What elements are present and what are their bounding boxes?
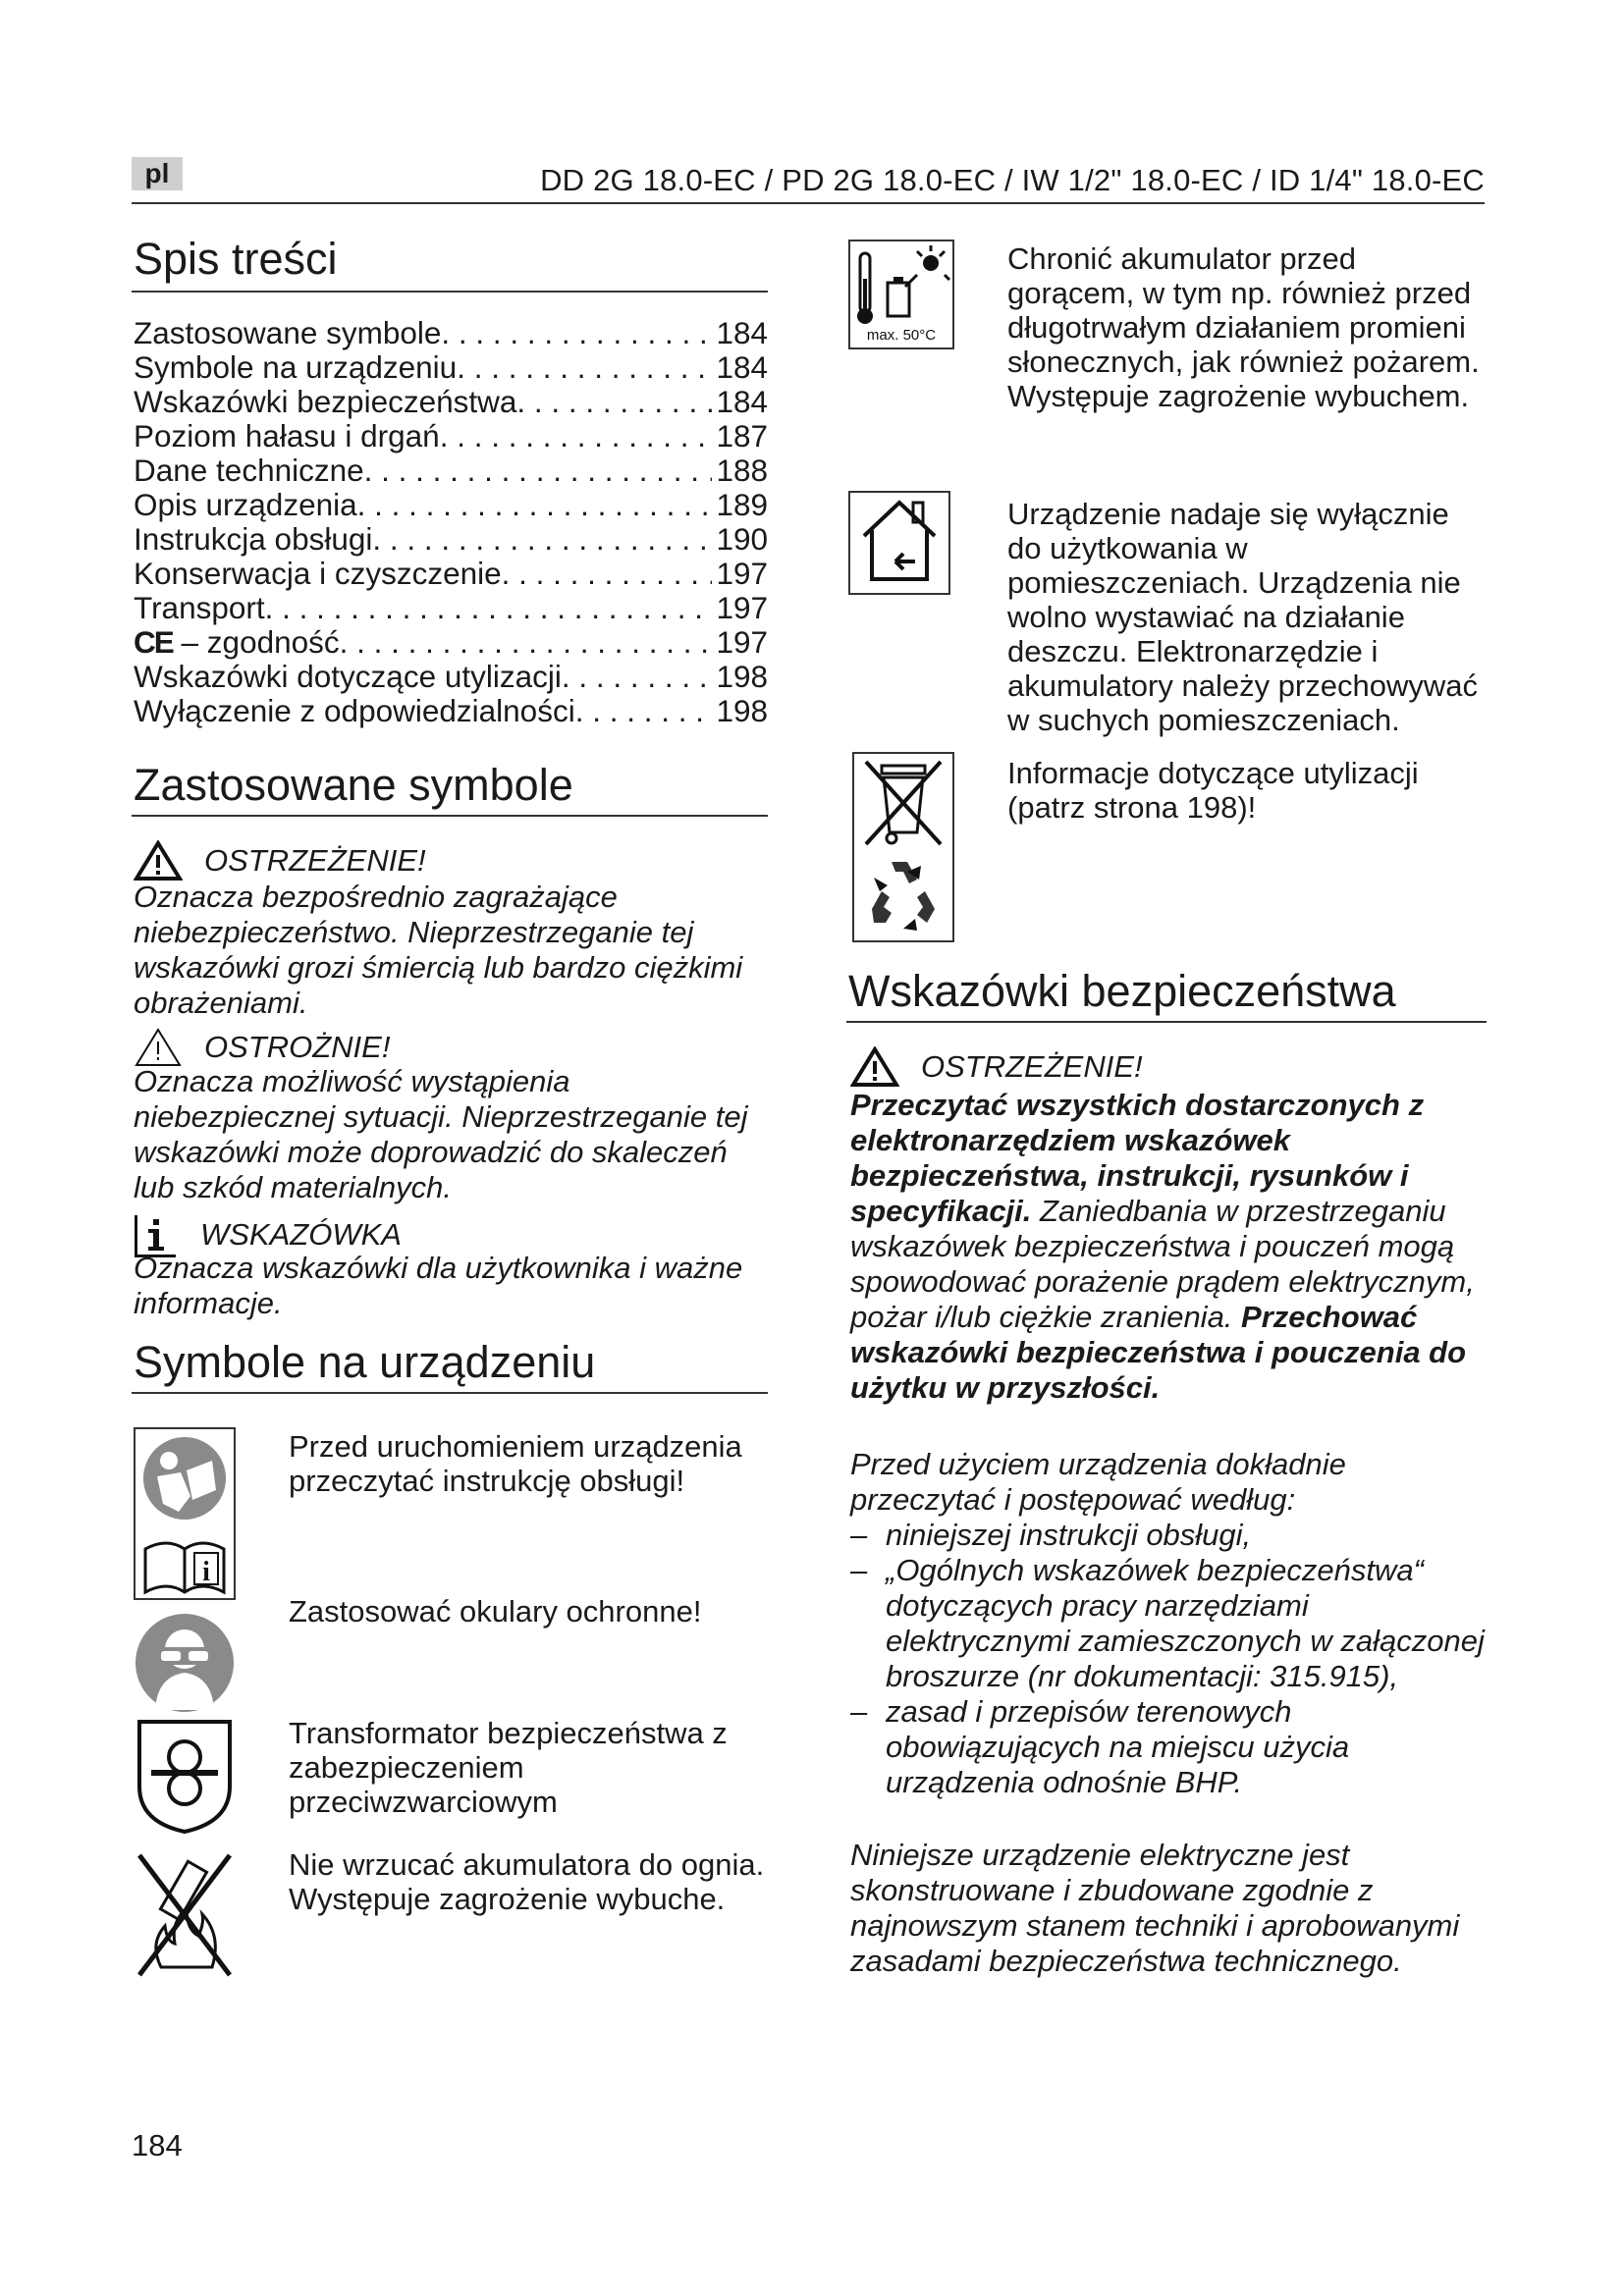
warning-heading: OSTRZEŻENIE! (134, 840, 426, 881)
list-item: – zasad i przepisów terenowych obowiązujących na miejscu użycia urządzenia odnośnie BHP. (850, 1694, 1350, 1799)
toc-title-rule (132, 291, 768, 293)
note-heading: WSKAZÓWKA (134, 1211, 402, 1258)
toc-title: Spis treści (134, 234, 338, 284)
safety-title-rule (846, 1021, 1487, 1023)
table-of-contents (134, 316, 768, 728)
toc-entry[interactable]: Opis urządzenia . . . 189 (134, 488, 768, 522)
caution-triangle-icon (134, 1027, 183, 1068)
toc-entry[interactable]: Konserwacja i czyszczenie . . . 197 (134, 557, 768, 591)
safety-transformer-icon (135, 1718, 234, 1834)
goggles-text: Zastosować okulary ochronne! (289, 1594, 702, 1629)
document-title: DD 2G 18.0-EC / PD 2G 18.0-EC / IW 1/2" 18.0-EC / ID 1/4" 18.0-EC (540, 163, 1485, 197)
caution-description: Oznacza możliwość wystąpienia niebezpiecznej sytuacji. Nieprzestrzeganie tej wskazówki może doprowadzić do skaleczeń lub szkód materialnych. (134, 1064, 748, 1204)
heat-icon-label: max. 50°C (866, 327, 937, 344)
device-symbols-title: Symbole na urządzeniu (134, 1337, 596, 1387)
warning-triangle-icon (850, 1046, 899, 1088)
note-description: Oznacza wskazówki dla użytkownika i ważne informacje. (134, 1251, 743, 1320)
safety-warning-heading: OSTRZEŻENIE! (850, 1046, 1143, 1088)
disposal-icon (852, 752, 954, 942)
toc-entry[interactable]: Wyłączenie z odpowiedzialności . . . 198 (134, 694, 768, 728)
toc-entry[interactable]: Transport . . . 197 (134, 591, 768, 625)
toc-entry[interactable]: Wskazówki dotyczące utylizacji . . . 198 (134, 660, 768, 694)
list-item: – „Ogólnych wskazówek bezpieczeństwa“ dotyczących pracy narzędziami elektrycznymi zamieszczonych w załączonej broszurze (nr dokumentacji: 315.915), (850, 1553, 1485, 1693)
toc-entry[interactable]: Wskazówki bezpieczeństwa . . . 184 (134, 385, 768, 419)
no-fire-icon (134, 1849, 236, 1981)
warning-triangle-icon (134, 840, 183, 881)
indoor-use-icon (848, 491, 950, 595)
ce-mark-icon: CE (134, 624, 173, 660)
warning-description: Oznacza bezpośrednio zagrażające niebezpieczeństwo. Nieprzestrzeganie tej wskazówki grozi śmiercią lub bardzo ciężkimi obrażeniami. (134, 880, 743, 1020)
safety-paragraph-2: Przed użyciem urządzenia dokładnie przeczytać i postępować według: (850, 1447, 1346, 1517)
safety-paragraph-1: Przeczytać wszystkich dostarczonych z elektronarzędziem wskazówek bezpieczeństwa, instrukcji, rysunków i specyfikacji. Zaniedbania w przestrzeganiu wskazówek bezpieczeństwa i pouczeń mogą spowodować porażenie prądem elektrycznym, pożar i/lub ciężkie zranienia. Przechować wskazówki bezpieczeństwa i pouczenia do użytku w przyszłości. (850, 1088, 1475, 1405)
symbols-used-rule (132, 815, 768, 817)
transformer-text: Transformator bezpieczeństwa z zabezpieczeniem przeciwzwarciowym (289, 1716, 728, 1819)
read-manual-icon (134, 1427, 236, 1600)
heat-text: Chronić akumulator przed gorącem, w tym np. również przed długotrwałym działaniem promieni słonecznych, jak również pożarem. Występuje zagrożenie wybuchem. (1007, 241, 1480, 413)
heat-protection-icon (848, 240, 954, 349)
toc-entry[interactable]: Dane techniczne . . . 188 (134, 454, 768, 488)
goggles-icon (134, 1612, 236, 1714)
safety-paragraph-3: Niniejsze urządzenie elektryczne jest skonstruowane i zbudowane zgodnie z najnowszym stanem techniki i aprobowanymi zasadami bezpieczeństwa technicznego. (850, 1838, 1460, 1978)
toc-entry[interactable]: Zastosowane symbole . . . 184 (134, 316, 768, 350)
header-divider (132, 202, 1485, 204)
symbols-used-title: Zastosowane symbole (134, 760, 573, 810)
indoor-text: Urządzenie nadaje się wyłącznie do użytkowania w pomieszczeniach. Urządzenia nie wolno wystawiać na działanie deszczu. Elektronarzędzie i akumulatory należy przechowywać w suchych pomieszczeniach. (1007, 497, 1478, 737)
device-symbols-rule (132, 1392, 768, 1394)
toc-entry[interactable]: CE – zgodność . . . 197 (134, 625, 768, 660)
toc-entry[interactable]: Poziom hałasu i drgań . . . 187 (134, 419, 768, 454)
disposal-text: Informacje dotyczące utylizacji (patrz strona 198)! (1007, 756, 1419, 825)
list-item: – niniejszej instrukcji obsługi, (850, 1518, 1252, 1552)
safety-title: Wskazówki bezpieczeństwa (848, 966, 1396, 1016)
safety-list (850, 1518, 1487, 1800)
svg-text:i: i (202, 1557, 210, 1587)
read-manual-text: Przed uruchomieniem urządzenia przeczytać instrukcję obsługi! (289, 1429, 742, 1498)
caution-heading: OSTROŻNIE! (134, 1027, 390, 1068)
language-badge: pl (132, 157, 183, 190)
no-fire-text: Nie wrzucać akumulatora do ognia. Występuje zagrożenie wybuche. (289, 1847, 765, 1916)
toc-entry[interactable]: Instrukcja obsługi . . . 190 (134, 522, 768, 557)
page-number: 184 (132, 2128, 183, 2163)
toc-entry[interactable]: Symbole na urządzeniu . . . 184 (134, 350, 768, 385)
